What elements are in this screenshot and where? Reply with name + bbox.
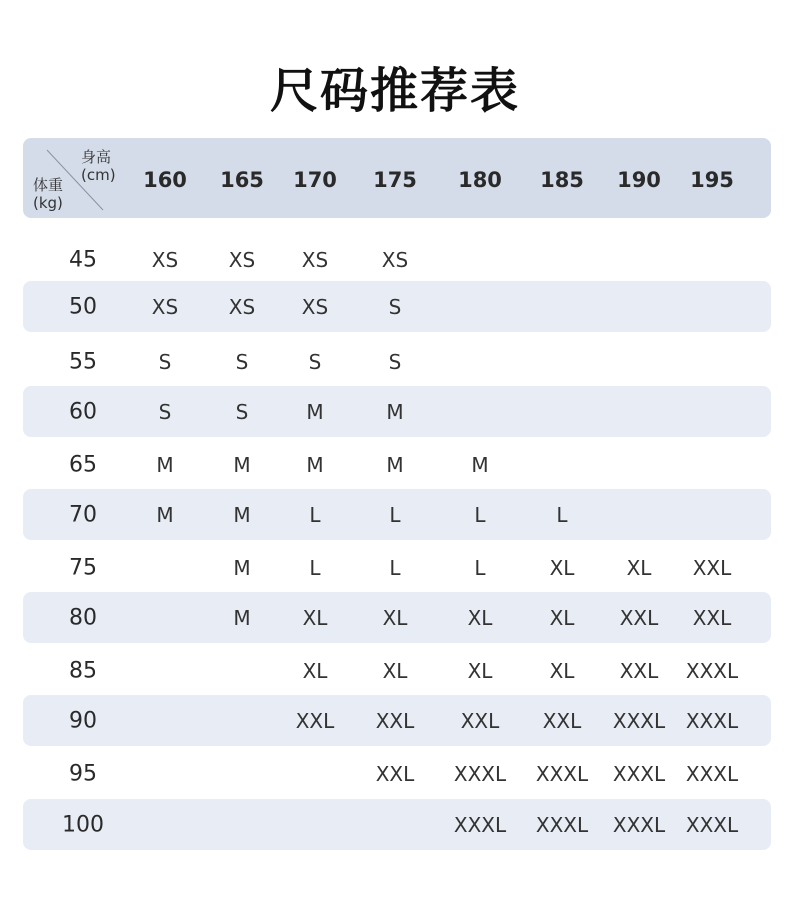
size-cell: XXXL (612, 708, 666, 733)
size-cell: XS (301, 294, 329, 319)
size-cell: S (388, 294, 402, 319)
table-row (23, 542, 771, 593)
size-cell: XL (549, 658, 575, 683)
size-cell: XS (381, 247, 409, 272)
header-corner-cell (23, 138, 116, 218)
height-label-text: 身高 (81, 148, 112, 166)
weight-cell: 50 (69, 294, 97, 319)
header-height-4: 180 (458, 168, 502, 192)
size-cell: L (309, 502, 321, 527)
weight-cell: 80 (69, 605, 97, 630)
size-cell: XL (302, 605, 328, 630)
size-cell: L (389, 502, 401, 527)
size-cell: XXXL (535, 812, 589, 837)
table-row (23, 695, 771, 746)
table-row (23, 645, 771, 696)
weight-cell: 60 (69, 399, 97, 424)
size-cell: S (388, 349, 402, 374)
size-cell: XXXL (685, 708, 739, 733)
weight-cell: 70 (69, 502, 97, 527)
page-title: 尺码推荐表 (269, 63, 520, 119)
weight-cell: 65 (69, 452, 97, 477)
size-cell: XS (151, 247, 179, 272)
table-row (23, 234, 771, 285)
size-cell: M (156, 452, 174, 477)
size-cell: XXL (619, 605, 659, 630)
table-row (23, 386, 771, 437)
height-axis-label (81, 148, 116, 184)
size-cell: XXL (692, 605, 732, 630)
size-cell: XXXL (612, 761, 666, 786)
header-height-2: 170 (293, 168, 337, 192)
table-row (23, 748, 771, 799)
size-cell: L (474, 502, 486, 527)
table-row (23, 439, 771, 490)
size-cell: S (235, 399, 249, 424)
size-cell: XXXL (612, 812, 666, 837)
size-cell: M (306, 399, 324, 424)
header-height-0: 160 (143, 168, 187, 192)
size-cell: M (233, 452, 251, 477)
size-cell: S (158, 399, 172, 424)
size-cell: XS (151, 294, 179, 319)
size-cell: M (386, 452, 404, 477)
size-cell: XXL (460, 708, 500, 733)
weight-cell: 75 (69, 555, 97, 580)
weight-cell: 85 (69, 658, 97, 683)
header-height-7: 195 (690, 168, 734, 192)
header-height-6: 190 (617, 168, 661, 192)
size-cell: M (233, 555, 251, 580)
size-cell: XXXL (685, 658, 739, 683)
weight-cell: 95 (69, 761, 97, 786)
height-label-unit: (cm) (81, 166, 116, 184)
weight-label-unit: (kg) (33, 194, 63, 212)
size-cell: XL (549, 555, 575, 580)
size-cell: M (233, 605, 251, 630)
weight-cell: 100 (62, 812, 104, 837)
size-cell: XS (228, 247, 256, 272)
size-cell: M (233, 502, 251, 527)
size-cell: XL (382, 605, 408, 630)
size-cell: XL (302, 658, 328, 683)
size-cell: XL (626, 555, 652, 580)
size-cell: XXXL (685, 761, 739, 786)
header-height-5: 185 (540, 168, 584, 192)
table-row (23, 336, 771, 387)
size-cell: XL (467, 605, 493, 630)
size-cell: XL (549, 605, 575, 630)
size-cell: XXXL (535, 761, 589, 786)
size-cell: L (309, 555, 321, 580)
size-cell: XXXL (685, 812, 739, 837)
table-row (23, 489, 771, 540)
weight-axis-label (33, 176, 63, 212)
size-cell: XXL (375, 761, 415, 786)
weight-label-text: 体重 (33, 176, 64, 194)
size-cell: XS (301, 247, 329, 272)
size-cell: XL (467, 658, 493, 683)
size-cell: M (306, 452, 324, 477)
table-header (23, 138, 771, 218)
header-height-1: 165 (220, 168, 264, 192)
header-height-3: 175 (373, 168, 417, 192)
size-cell: L (556, 502, 568, 527)
size-cell: XXL (542, 708, 582, 733)
size-cell: S (308, 349, 322, 374)
table-row (23, 592, 771, 643)
size-cell: XXL (619, 658, 659, 683)
size-cell: XL (382, 658, 408, 683)
size-cell: XXXL (453, 761, 507, 786)
size-cell: M (156, 502, 174, 527)
size-cell: L (474, 555, 486, 580)
weight-cell: 45 (69, 247, 97, 272)
size-cell: L (389, 555, 401, 580)
size-cell: S (235, 349, 249, 374)
weight-cell: 90 (69, 708, 97, 733)
size-cell: XXXL (453, 812, 507, 837)
size-cell: M (471, 452, 489, 477)
size-cell: M (386, 399, 404, 424)
size-cell: S (158, 349, 172, 374)
size-cell: XS (228, 294, 256, 319)
size-cell: XXL (692, 555, 732, 580)
table-row (23, 799, 771, 850)
weight-cell: 55 (69, 349, 97, 374)
table-row (23, 281, 771, 332)
size-cell: XXL (295, 708, 335, 733)
size-cell: XXL (375, 708, 415, 733)
